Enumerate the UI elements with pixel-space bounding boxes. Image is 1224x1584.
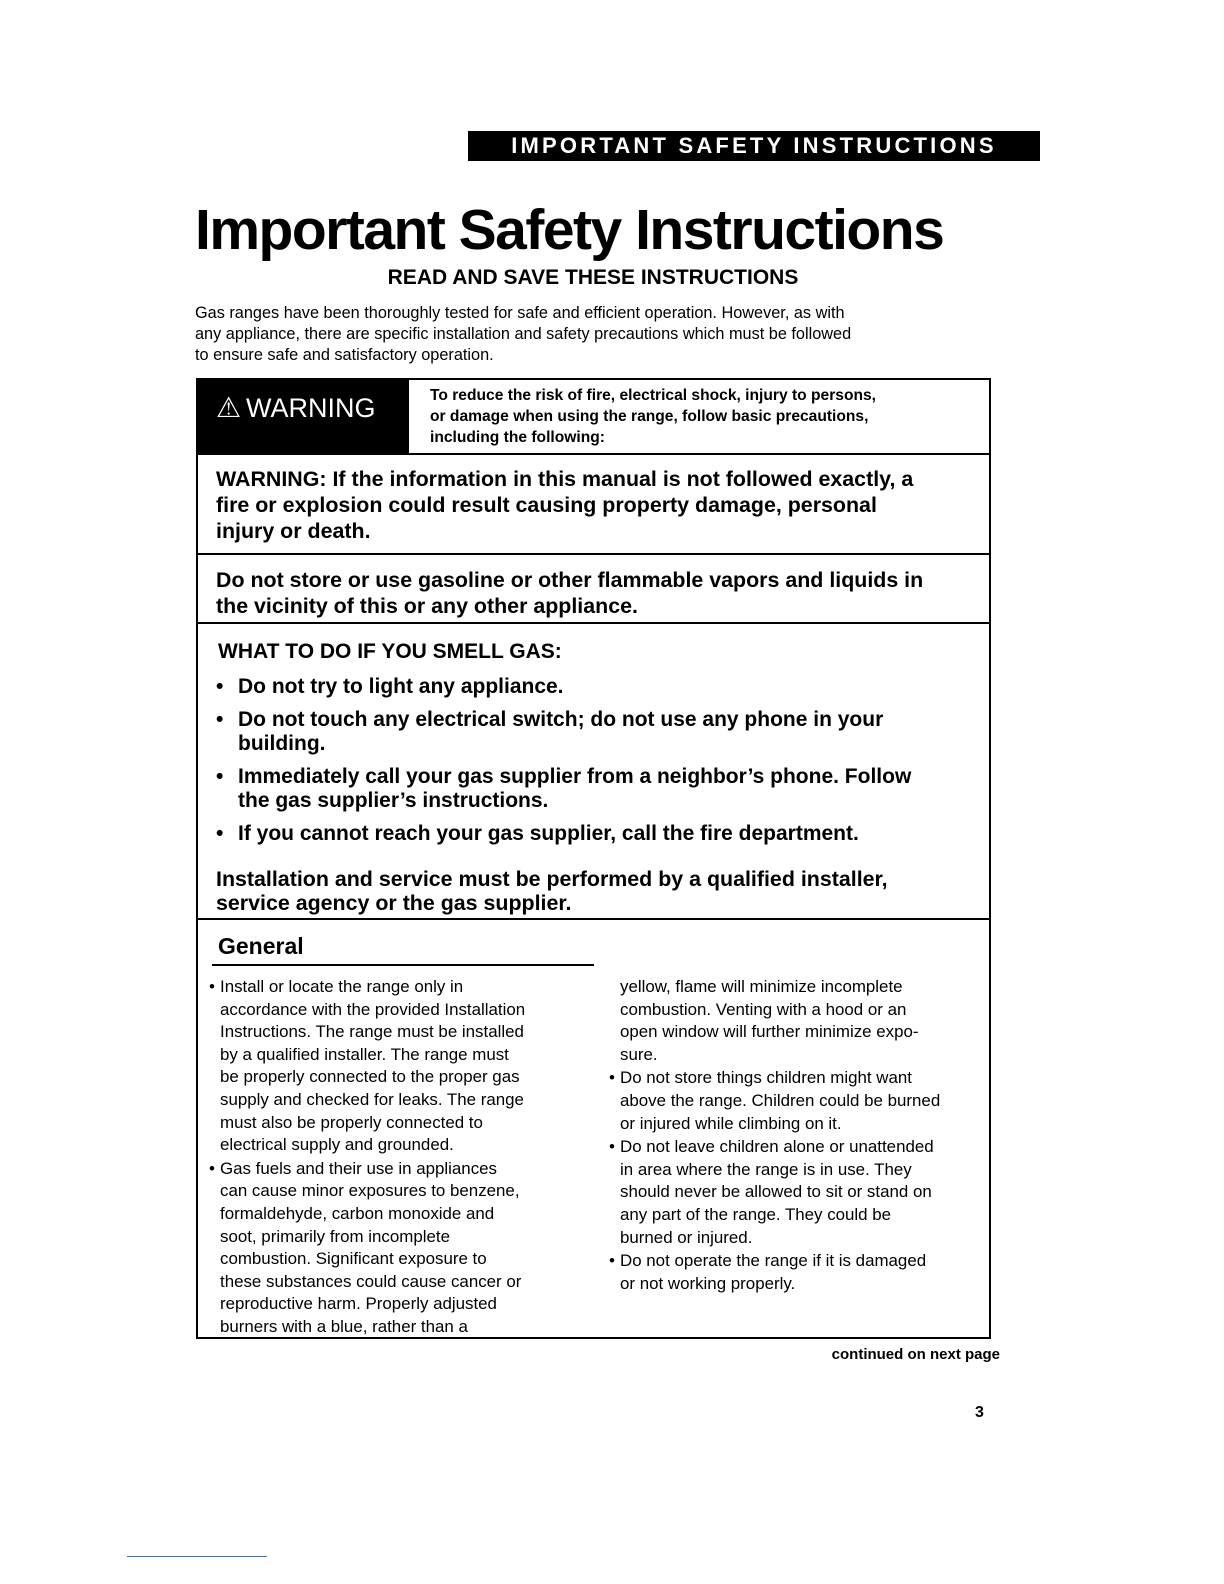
list-item-line: in area where the range is in use. They — [620, 1159, 912, 1179]
list-item-line: building. — [238, 732, 326, 755]
general-left-column — [209, 976, 600, 1340]
list-item-line: yellow, flame will minimize incomplete — [620, 977, 903, 996]
list-item-line: formaldehyde, carbon monoxide and — [220, 1203, 495, 1223]
list-item-line: Immediately call your gas supplier from a neighbor’s phone. Follow — [238, 765, 912, 788]
page-title: Important Safety Instructions — [195, 198, 944, 262]
list-item-line: Do not leave children alone or unattended — [620, 1137, 934, 1157]
list-item-line: or not working properly. — [620, 1273, 796, 1293]
list-item — [216, 822, 986, 846]
general-underline — [212, 964, 594, 966]
list-item-line: open window will further minimize expo- — [620, 1022, 919, 1042]
installation-notice-line: Installation and service must be performed by a qualified installer, — [216, 867, 888, 891]
installation-notice-line: service agency or the gas supplier. — [216, 891, 572, 915]
footer-rule — [127, 1556, 267, 1557]
list-item — [209, 976, 600, 1157]
list-item-line: supply and checked for leaks. The range — [220, 1089, 524, 1109]
list-item-line: Instructions. The range must be installed — [220, 1022, 524, 1042]
gasoline-warning-line: Do not store or use gasoline or other flammable vapors and liquids in — [216, 568, 924, 592]
divider — [198, 453, 989, 455]
list-item — [609, 1067, 990, 1135]
list-item-line: burned or injured. — [620, 1227, 753, 1247]
general-right-column — [609, 976, 990, 1296]
list-item-line: accordance with the provided Installation — [220, 999, 526, 1019]
warning-label — [198, 380, 409, 454]
intro-line: Gas ranges have been thoroughly tested for safe and efficient operation. However, as with — [195, 304, 845, 322]
bullet: • — [216, 822, 224, 845]
warning-text — [430, 385, 990, 448]
list-item-line: the gas supplier’s instructions. — [238, 789, 549, 812]
list-item-line: can cause minor exposures to benzene, — [220, 1181, 520, 1201]
warning-text-line: or damage when using the range, follow basic precautions, — [430, 408, 869, 425]
list-item-line: or injured while climbing on it. — [620, 1113, 842, 1133]
warning-text-line: To reduce the risk of fire, electrical shock, injury to persons, — [430, 387, 876, 404]
list-item — [216, 765, 986, 813]
warning-text-line: including the following: — [430, 429, 605, 446]
gasoline-warning — [216, 567, 986, 619]
list-item-line: should never be allowed to sit or stand on — [620, 1182, 932, 1202]
list-item-line: Install or locate the range only in — [220, 977, 464, 996]
list-item-line: If you cannot reach your gas supplier, call the fire department. — [238, 822, 859, 845]
list-item — [609, 1250, 990, 1295]
explosion-warning — [216, 466, 986, 544]
list-item-line: any part of the range. They could be — [620, 1204, 892, 1224]
gasoline-warning-line: the vicinity of this or any other appliance. — [216, 594, 638, 618]
list-item — [609, 1136, 990, 1249]
list-item-line: reproductive harm. Properly adjusted — [220, 1294, 497, 1314]
list-item — [209, 1158, 600, 1339]
divider — [198, 553, 989, 555]
list-item-line: above the range. Children could be burned — [620, 1090, 941, 1110]
bullet: • — [609, 1251, 615, 1271]
divider — [198, 918, 989, 920]
list-item-line: Do not operate the range if it is damaged — [620, 1251, 927, 1271]
list-item-line: combustion. Significant exposure to — [220, 1249, 487, 1269]
list-item-line: Gas fuels and their use in appliances — [220, 1158, 497, 1178]
bullet: • — [216, 708, 224, 731]
explosion-warning-line: injury or death. — [216, 519, 371, 543]
list-item-continued — [620, 976, 990, 1066]
gas-smell-list — [216, 675, 986, 855]
divider — [198, 622, 989, 624]
list-item-line: electrical supply and grounded. — [220, 1135, 454, 1155]
list-item-line: these substances could cause cancer or — [220, 1271, 522, 1291]
explosion-warning-line: WARNING: If the information in this manual is not followed exactly, a — [216, 467, 914, 491]
bullet: • — [209, 977, 215, 996]
bullet: • — [216, 675, 224, 698]
list-item-line: must also be properly connected to — [220, 1112, 483, 1132]
warning-triangle-icon: ⚠ — [216, 392, 242, 423]
subtitle: READ AND SAVE THESE INSTRUCTIONS — [387, 266, 799, 289]
general-heading: General — [218, 933, 304, 959]
intro-paragraph — [195, 303, 995, 366]
bullet: • — [609, 1068, 615, 1088]
list-item-line: Do not store things children might want — [620, 1068, 912, 1088]
section-banner: IMPORTANT SAFETY INSTRUCTIONS — [468, 131, 1040, 161]
explosion-warning-line: fire or explosion could result causing property damage, personal — [216, 493, 877, 517]
continued-note: continued on next page — [831, 1346, 1000, 1363]
list-item — [216, 675, 986, 699]
safety-box — [196, 378, 991, 1339]
bullet: • — [216, 765, 224, 788]
list-item-line: Do not try to light any appliance. — [238, 675, 564, 698]
list-item-line: burners with a blue, rather than a — [220, 1316, 468, 1336]
list-item-line: Do not touch any electrical switch; do not use any phone in your — [238, 708, 884, 731]
list-item-line: combustion. Venting with a hood or an — [620, 999, 907, 1019]
list-item-line: be properly connected to the proper gas — [220, 1067, 520, 1087]
installation-notice — [216, 867, 986, 915]
list-item-line: sure. — [620, 1044, 658, 1064]
list-item — [216, 708, 986, 756]
warning-word: WARNING — [246, 393, 376, 423]
intro-line: any appliance, there are specific installation and safety precautions which must be followed — [195, 325, 852, 343]
list-item-line: by a qualified installer. The range must — [220, 1044, 509, 1064]
list-item-line: soot, primarily from incomplete — [220, 1226, 450, 1246]
bullet: • — [609, 1137, 615, 1157]
bullet: • — [209, 1158, 215, 1178]
gas-smell-heading: WHAT TO DO IF YOU SMELL GAS: — [218, 640, 562, 663]
page-number: 3 — [975, 1404, 984, 1421]
intro-line: to ensure safe and satisfactory operation. — [195, 346, 494, 364]
